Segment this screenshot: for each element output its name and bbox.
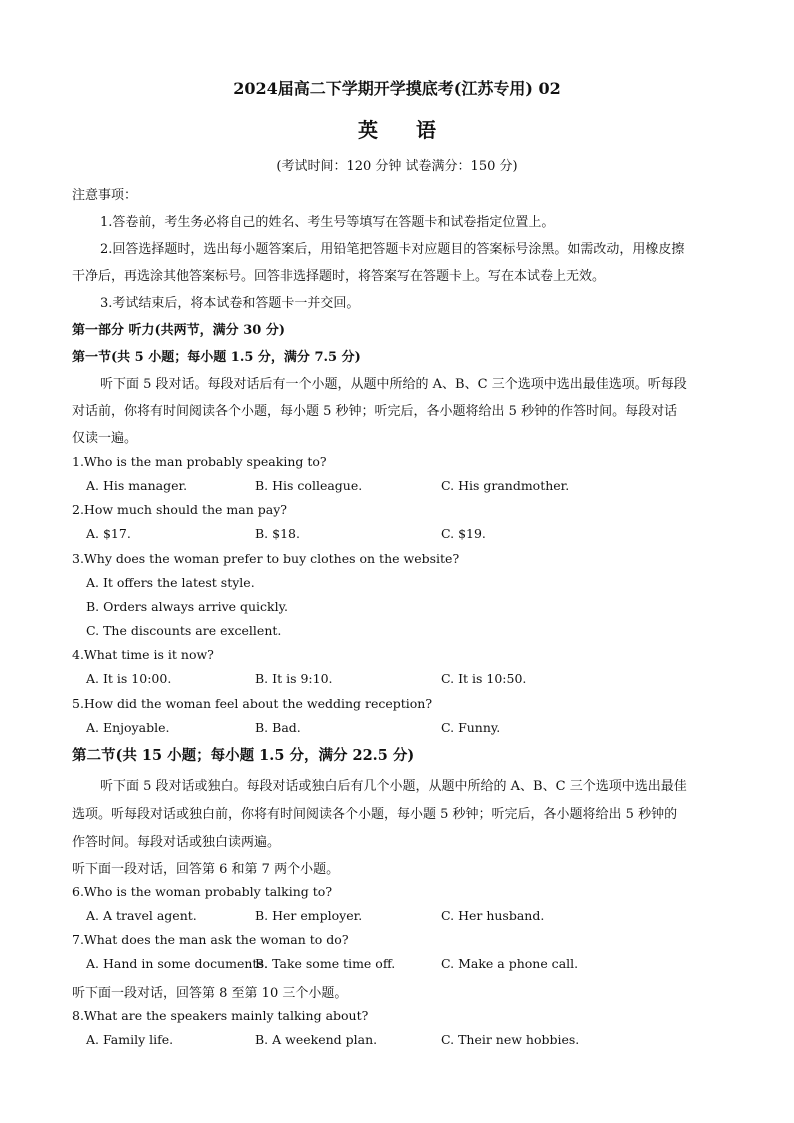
q5-option-a: A. Enjoyable. [86, 720, 170, 735]
q8-option-a: A. Family life. [86, 1032, 174, 1047]
exam-time: (考试时间：120 分钟 试卷满分：150 分) [276, 159, 518, 174]
question-4: 4.What time is it now? [72, 647, 214, 662]
question-2: 2.How much should the man pay? [72, 502, 287, 517]
q3-option-a: A. It offers the latest style. [86, 575, 255, 590]
section2-heading: 第二节(共 15 小题；每小题 1.5 分，满分 22.5 分) [72, 747, 415, 764]
q8-option-c: C. Their new hobbies. [441, 1032, 580, 1047]
subject-title: 英语 [358, 118, 474, 142]
q6-option-a: A. A travel agent. [86, 908, 197, 923]
q7-option-a: A. Hand in some documents. [86, 956, 268, 971]
q7-option-c: C. Make a phone call. [441, 956, 579, 971]
q8-option-b: B. A weekend plan. [255, 1032, 378, 1047]
question-5: 5.How did the woman feel about the wedding reception? [72, 696, 433, 711]
q1-option-a: A. His manager. [86, 478, 188, 493]
question-7: 7.What does the man ask the woman to do? [72, 932, 349, 947]
note-item-2a: 2.回答选择题时，选出每小题答案后，用铅笔把答题卡对应题目的答案标号涂黑。如需改动，用橡皮擦 [100, 242, 685, 257]
section1-instructions-1: 听下面 5 段对话。每段对话后有一个小题，从题中所给的 A、B、C 三个选项中选出最佳选项。听每段 [100, 377, 687, 392]
q6-option-c: C. Her husband. [441, 908, 545, 923]
section2-instructions-3: 作答时间。每段对话或独白读两遍。 [72, 835, 281, 850]
question-1: 1.Who is the man probably speaking to? [72, 454, 327, 469]
q4-option-b: B. It is 9:10. [255, 671, 333, 686]
q5-option-b: B. Bad. [255, 720, 301, 735]
q2-option-b: B. $18. [255, 526, 300, 541]
q5-option-c: C. Funny. [441, 720, 501, 735]
section2-instructions-2: 选项。听每段对话或独白前，你将有时间阅读各个小题，每小题 5 秒钟；听完后，各小题将给出 5 秒钟的 [72, 807, 678, 822]
note-item-1: 1.答卷前，考生务必将自己的姓名、考生号等填写在答题卡和试卷指定位置上。 [100, 215, 555, 230]
section1-heading: 第一节(共 5 小题；每小题 1.5 分，满分 7.5 分) [72, 350, 361, 365]
q7-option-b: B. Take some time off. [255, 956, 396, 971]
q3-option-c: C. The discounts are excellent. [86, 623, 282, 638]
note-item-3: 3.考试结束后，将本试卷和答题卡一并交回。 [100, 296, 360, 311]
question-6: 6.Who is the woman probably talking to? [72, 884, 333, 899]
q4-option-a: A. It is 10:00. [86, 671, 172, 686]
q1-option-c: C. His grandmother. [441, 478, 570, 493]
q2-option-a: A. $17. [86, 526, 131, 541]
q3-option-b: B. Orders always arrive quickly. [86, 599, 289, 614]
section1-instructions-3: 仅读一遍。 [72, 431, 138, 446]
exam-title: 2024届高二下学期开学摸底考(江苏专用) 02 [233, 79, 561, 98]
q2-option-c: C. $19. [441, 526, 486, 541]
notes-heading: 注意事项： [72, 188, 138, 203]
q1-option-b: B. His colleague. [255, 478, 363, 493]
dialog-instruction-1: 听下面一段对话，回答第 6 和第 7 两个小题。 [72, 862, 340, 877]
q4-option-c: C. It is 10:50. [441, 671, 527, 686]
question-3: 3.Why does the woman prefer to buy clothes on the website? [72, 551, 460, 566]
section1-instructions-2: 对话前，你将有时间阅读各个小题，每小题 5 秒钟；听完后，各小题将给出 5 秒钟的作答时间。每段对话 [72, 404, 678, 419]
note-item-2b: 干净后，再选涂其他答案标号。回答非选择题时，将答案写在答题卡上。写在本试卷上无效。 [72, 269, 606, 284]
section2-instructions-1: 听下面 5 段对话或独白。每段对话或独白后有几个小题，从题中所给的 A、B、C 三个选项中选出最佳 [100, 779, 687, 794]
question-8: 8.What are the speakers mainly talking about? [72, 1008, 369, 1023]
part1-heading: 第一部分 听力(共两节，满分 30 分) [72, 323, 285, 338]
dialog-instruction-2: 听下面一段对话，回答第 8 至第 10 三个小题。 [72, 986, 348, 1001]
q6-option-b: B. Her employer. [255, 908, 363, 923]
